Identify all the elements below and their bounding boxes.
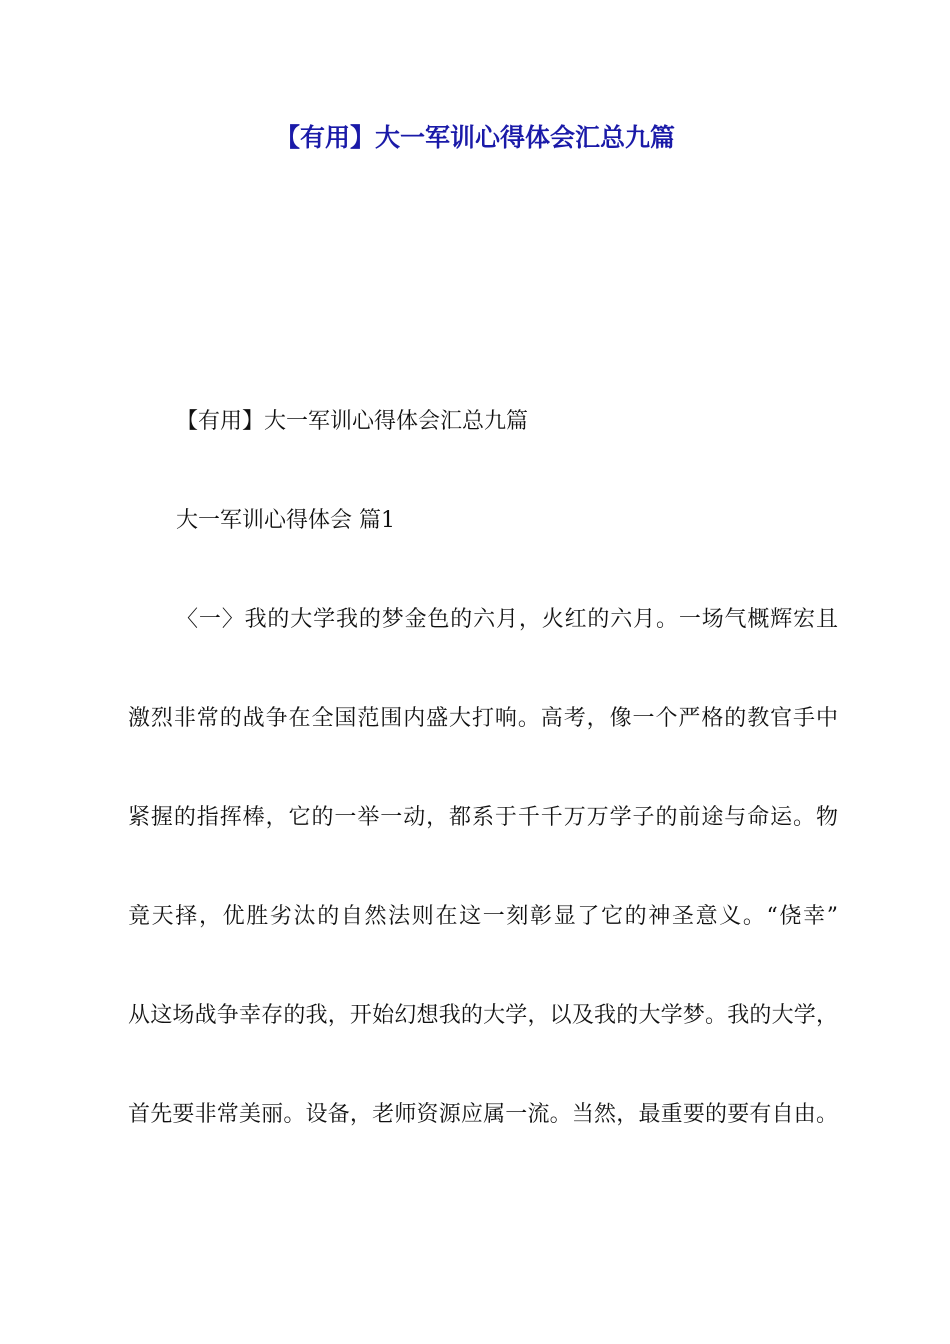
paragraph-line-6: 首先要非常美丽。设备，老师资源应属一流。当然，最重要的要有自由。 [128, 1102, 838, 1127]
document-title: 【有用】大一军训心得体会汇总九篇 [274, 123, 675, 152]
document-subtitle: 【有用】大一军训心得体会汇总九篇 [176, 409, 529, 434]
paragraph-line-4: 竟天择，优胜劣汰的自然法则在这一刻彰显了它的神圣意义。“侥幸” [128, 904, 838, 929]
section-heading: 大一军训心得体会 篇1 [176, 508, 395, 533]
paragraph-line-3: 紧握的指挥棒，它的一举一动，都系于千千万万学子的前途与命运。物 [128, 805, 838, 830]
paragraph-line-5: 从这场战争幸存的我，开始幻想我的大学，以及我的大学梦。我的大学， [128, 1003, 838, 1028]
paragraph-line-1: 〈一〉我的大学我的梦金色的六月，火红的六月。一场气概辉宏且 [176, 607, 838, 632]
paragraph-line-2: 激烈非常的战争在全国范围内盛大打响。高考，像一个严格的教官手中 [128, 706, 838, 731]
